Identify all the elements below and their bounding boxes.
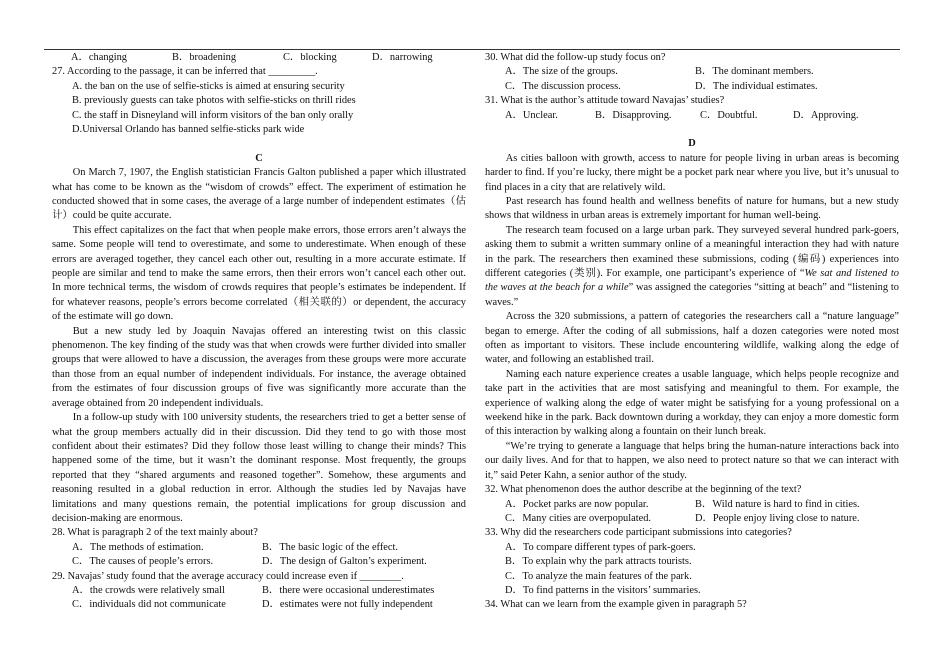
q32-option-a: A．Pocket parks are now popular.	[505, 498, 649, 510]
q26-option-b: B．broadening	[172, 52, 237, 63]
q32-option-d: D．People enjoy living close to nature.	[695, 512, 860, 524]
q32-options-row-1	[485, 498, 899, 512]
q27-option-c: C. the staff in Disneyland will inform visitors of the ban only orally	[72, 109, 354, 121]
section-c-paragraph-4: In a follow-up study with 100 university students, the researchers tried to get a better sense of what the group members actually did in their discussion. Did they tend to go with those most confident about their estimates? Did they follow those least willing to change their minds? This happened some of the time, but it wasn’t the dominant response. Most frequently, the groups reported that they “shared arguments and reasoned together”. Somehow, these arguments and reasoning resulted in a global reduction in error. Although the studies led by Navajas have limitations and many questions remain, the potential implications for group discussion and decision-making are enormous.	[52, 412, 466, 524]
q29-stem: 29. Navajas’ study found that the average accuracy could increase even if ________.	[52, 570, 404, 582]
q29-option-d: D．estimates were not fully independent	[262, 599, 433, 611]
q32-option-b: B．Wild nature is hard to find in cities.	[695, 498, 860, 510]
q32-options-row-2	[485, 512, 899, 526]
q28-option-d: D．The design of Galton’s experiment.	[262, 556, 427, 568]
q33-option-a: A．To compare different types of park-goers.	[505, 541, 696, 553]
paragraph-3-text-before: The research team focused on a large urban park. They surveyed several hundred park-goers, asking them to submit a written summary online of a meaningful interaction they had with nature in the park. The researchers then examined these submissions, coding (编码) experiences into different categories (类别). For example, one participant’s experience of “	[485, 224, 899, 280]
q29-option-b: B．there were occasional underestimates	[262, 584, 435, 596]
section-c-paragraph-1: On March 7, 1907, the English statistician Francis Galton published a paper which illustrated what has come to be known as the “wisdom of crowds” effect. The experiment of estimation he conducted showed that in some cases, the average of a large number of independent estimates（估计）could be quite accurate.	[52, 167, 466, 222]
section-d-heading: D	[688, 138, 696, 150]
q30-option-a: A．The size of the groups.	[505, 66, 618, 78]
q31-option-d: D．Approving.	[793, 109, 859, 121]
participant-quote: We sat and listened to the waves at the beach for a while	[485, 268, 899, 294]
q28-options-row-2	[52, 555, 466, 569]
q30-option-d: D．The individual estimates.	[695, 80, 818, 92]
section-d-paragraph-2: Past research has found health and wellness benefits of nature for humans, but a new study shows that wildness in urban areas is extremely important for human well-being.	[485, 195, 899, 222]
q31-option-c: C．Doubtful.	[700, 109, 758, 121]
q26-options	[52, 51, 466, 65]
section-c-paragraph-2: This effect capitalizes on the fact that when people make errors, those errors aren’t always the same. Some people will tend to overestimate, and some to underestimate. When enough of these errors are averaged together, they cancel each other out, resulting in a more accurate estimate. If people are similar and tend to make the same errors, then their errors won’t cancel each other out. In more technical terms, the wisdom of crowds requires that people’s estimates be independent. If for whatever reasons, people’s errors become correlated（相关联的）or dependent, the accuracy of the estimate will go down.	[52, 224, 466, 323]
q30-option-c: C．The discussion process.	[505, 80, 621, 92]
q30-stem: 30. What did the follow-up study focus on?	[485, 52, 666, 63]
q32-option-c: C．Many cities are overpopulated.	[505, 512, 652, 524]
section-d-paragraph-6: “We’re trying to generate a language that helps bring the human-nature interactions back into our daily lives. And for that to happen, we also need to protect nature so that we can interact with it,” said Peter Kahn, a senior author of the study.	[485, 440, 899, 481]
q33-option-c: C．To analyze the main features of the park.	[505, 570, 692, 582]
q29-options-row-1	[52, 584, 466, 598]
q33-option-b: B．To explain why the park attracts tourists.	[505, 556, 692, 568]
q33-stem: 33. Why did the researchers code participant submissions into categories?	[485, 527, 792, 539]
q33-option-d: D．To find patterns in the visitors’ summaries.	[505, 584, 701, 596]
q29-options-row-2	[52, 598, 466, 612]
q31-stem: 31. What is the author’s attitude toward Navajas’ studies?	[485, 95, 725, 107]
paragraph-3-text-after: ” was assigned the categories “sitting at beach” and “listening to waves.”	[485, 282, 899, 308]
q26-option-d: D．narrowing	[372, 52, 433, 63]
q28-option-b: B．The basic logic of the effect.	[262, 541, 398, 553]
q27-option-b: B. previously guests can take photos with selfie-sticks on thrill rides	[72, 95, 356, 107]
q27-option-a: A. the ban on the use of selfie-sticks is aimed at ensuring security	[72, 80, 345, 92]
q30-option-b: B．The dominant members.	[695, 66, 814, 78]
q28-stem: 28. What is paragraph 2 of the text mainly about?	[52, 527, 258, 539]
q31-options	[485, 109, 899, 123]
section-d-paragraph-3	[485, 224, 899, 310]
right-column	[485, 51, 899, 613]
q28-option-c: C．The causes of people’s errors.	[72, 556, 214, 568]
q29-option-a: A．the crowds were relatively small	[72, 584, 225, 596]
section-d-paragraph-4: Across the 320 submissions, a pattern of categories the researchers call a “nature language” began to emerge. After the coding of all submissions, half a dozen categories were noted most often as important to visitors. These include encountering wildlife, walking along the edge of water, and following an established trail.	[485, 311, 899, 366]
q28-option-a: A．The methods of estimation.	[72, 541, 204, 553]
q32-stem: 32. What phenomenon does the author describe at the beginning of the text?	[485, 484, 802, 496]
section-c-paragraph-3: But a new study led by Joaquin Navajas offered an interesting twist on this classic phenomenon. The key finding of the study was that when crowds were further divided into smaller groups that were allowed to have a discussion, the averages from these groups were more accurate than those from an equal number of independent individuals. For instance, the average obtained from the estimates of four discussion groups of five was significantly more accurate than the average obtained from 20 independent individuals.	[52, 325, 466, 409]
left-column	[52, 51, 466, 613]
q27-option-d: D.Universal Orlando has banned selfie-sticks park wide	[72, 124, 305, 136]
section-d-paragraph-5: Naming each nature experience creates a usable language, which helps people recognize and take part in the activities that are most satisfying and meaningful to them. For example, the experience of walking along the edge of water might be satisfying for a young professional on a weekend hike in the park. Back downtown during a workday, they can enjoy a more domestic form of this interaction by walking along a fountain on their lunch break.	[485, 368, 899, 438]
q28-options-row-1	[52, 541, 466, 555]
q30-options-row-2	[485, 80, 899, 94]
q26-option-c: C．blocking	[283, 52, 337, 63]
q31-option-a: A．Unclear.	[505, 109, 558, 121]
q30-options-row-1	[485, 65, 899, 79]
top-rule	[44, 49, 900, 50]
q29-option-c: C．individuals did not communicate	[72, 599, 226, 611]
q26-option-a: A．changing	[71, 52, 127, 63]
section-d-paragraph-1: As cities balloon with growth, access to nature for people living in urban areas is becoming harder to find. If you’re lucky, there might be a pocket park near where you live, but it’s unusual to find places in a city that are relatively wild.	[485, 152, 899, 193]
q27-stem: 27. According to the passage, it can be inferred that _________.	[52, 66, 318, 78]
q31-option-b: B．Disapproving.	[595, 109, 672, 121]
section-c-heading: C	[255, 152, 263, 164]
q34-stem: 34. What can we learn from the example given in paragraph 5?	[485, 599, 747, 611]
